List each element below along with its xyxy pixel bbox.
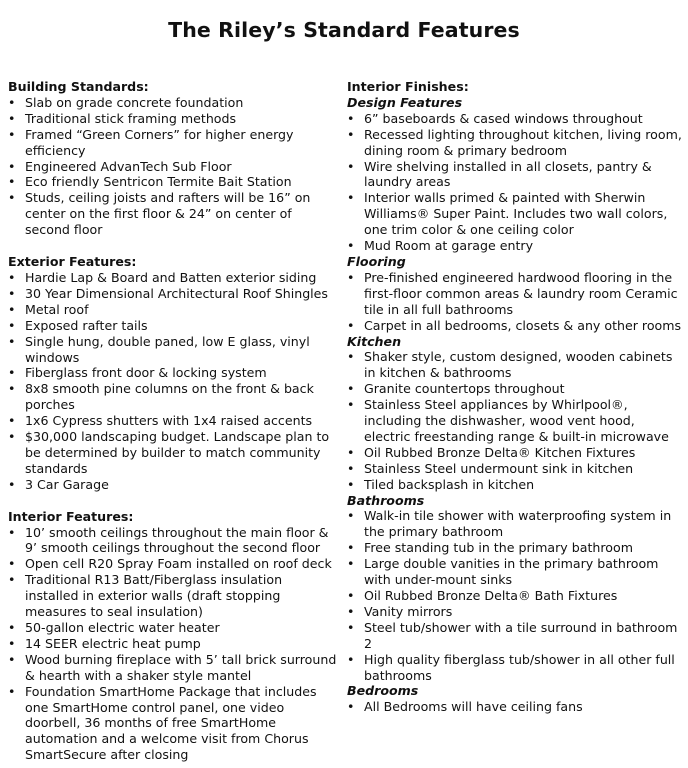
list-item: • Pre-finished engineered hardwood flooring in the first-floor common areas & laundry room Ceramic tile in all full bathrooms <box>347 270 683 318</box>
interior-features-list <box>8 525 338 764</box>
list-item: • Interior walls primed & painted with Sherwin Williams® Super Paint. Includes two wall colors, one trim color & one ceiling color <box>347 190 683 238</box>
list-item: • High quality fiberglass tub/shower in all other full bathrooms <box>347 652 683 684</box>
list-item: • Traditional stick framing methods <box>8 111 338 127</box>
list-item: • Single hung, double paned, low E glass, vinyl windows <box>8 334 338 366</box>
building-standards-heading: Building Standards: <box>8 79 149 94</box>
section-gap <box>8 493 338 509</box>
list-item: • Engineered AdvanTech Sub Floor <box>8 159 338 175</box>
list-item: • Studs, ceiling joists and rafters will be 16” on center on the first floor & 24” on center of second floor <box>8 190 338 238</box>
list-item: • 1x6 Cypress shutters with 1x4 raised accents <box>8 413 338 429</box>
bathrooms-subheading: Bathrooms <box>347 492 425 508</box>
list-item: • 10’ smooth ceilings throughout the main floor & 9’ smooth ceilings throughout the second floor <box>8 525 338 557</box>
bathrooms-list <box>347 508 683 683</box>
list-item: • Oil Rubbed Bronze Delta® Bath Fixtures <box>347 588 683 604</box>
list-item: • Hardie Lap & Board and Batten exterior siding <box>8 270 338 286</box>
design-features-list <box>347 111 683 254</box>
list-item: • Mud Room at garage entry <box>347 238 683 254</box>
section-gap <box>8 238 338 254</box>
list-item: • 50-gallon electric water heater <box>8 620 338 636</box>
list-item: • 3 Car Garage <box>8 477 338 493</box>
kitchen-subheading: Kitchen <box>347 333 402 349</box>
bedrooms-list <box>347 699 683 715</box>
list-item: • Recessed lighting throughout kitchen, living room, dining room & primary bedroom <box>347 127 683 159</box>
list-item: • Large double vanities in the primary bathroom with under-mount sinks <box>347 556 683 588</box>
interior-features-heading: Interior Features: <box>8 508 134 524</box>
list-item: • Eco friendly Sentricon Termite Bait Station <box>8 174 338 190</box>
list-item: • Tiled backsplash in kitchen <box>347 477 683 493</box>
list-item: • Foundation SmartHome Package that includes one SmartHome control panel, one video doorbell, 36 months of free SmartHome automation and a welcome visit from Chorus SmartSecure after closing <box>8 684 338 764</box>
right-column <box>347 79 683 715</box>
list-item: • Wood burning fireplace with 5’ tall brick surround & hearth with a shaker style mantel <box>8 652 338 684</box>
list-item: • Wire shelving installed in all closets, pantry & laundry areas <box>347 159 683 191</box>
flooring-subheading: Flooring <box>347 253 406 269</box>
list-item: • Framed “Green Corners” for higher energy efficiency <box>8 127 338 159</box>
list-item: • Steel tub/shower with a tile surround in bathroom 2 <box>347 620 683 652</box>
design-features-subheading: Design Features <box>347 94 463 110</box>
exterior-features-heading: Exterior Features: <box>8 254 137 270</box>
list-item: • 8x8 smooth pine columns on the front & back porches <box>8 381 338 413</box>
list-item: • 6” baseboards & cased windows throughout <box>347 111 683 127</box>
flooring-list <box>347 270 683 334</box>
left-column <box>8 79 338 763</box>
list-item: • Carpet in all bedrooms, closets & any other rooms <box>347 318 683 334</box>
list-item: • 30 Year Dimensional Architectural Roof Shingles <box>8 286 338 302</box>
exterior-features-list <box>8 270 338 493</box>
bedrooms-subheading: Bedrooms <box>347 683 419 699</box>
list-item: • Granite countertops throughout <box>347 381 683 397</box>
list-item: • Slab on grade concrete foundation <box>8 95 338 111</box>
list-item: • Vanity mirrors <box>347 604 683 620</box>
list-item: • Oil Rubbed Bronze Delta® Kitchen Fixtures <box>347 445 683 461</box>
list-item: • $30,000 landscaping budget. Landscape plan to be determined by builder to match community standards <box>8 429 338 477</box>
list-item: • Open cell R20 Spray Foam installed on roof deck <box>8 556 338 572</box>
building-standards-list <box>8 95 338 238</box>
list-item: • Walk-in tile shower with waterproofing system in the primary bathroom <box>347 508 683 540</box>
list-item: • Exposed rafter tails <box>8 318 338 334</box>
list-item: • Stainless Steel appliances by Whirlpool®, including the dishwasher, wood vent hood, electric freestanding range & built-in microwave <box>347 397 683 445</box>
list-item: • Metal roof <box>8 302 338 318</box>
page-title: The Riley’s Standard Features <box>168 18 520 42</box>
list-item: • Stainless Steel undermount sink in kitchen <box>347 461 683 477</box>
list-item: • Free standing tub in the primary bathroom <box>347 540 683 556</box>
list-item: • Traditional R13 Batt/Fiberglass insulation installed in exterior walls (draft stopping measures to seal insulation) <box>8 572 338 620</box>
list-item: • Shaker style, custom designed, wooden cabinets in kitchen & bathrooms <box>347 349 683 381</box>
kitchen-list <box>347 349 683 492</box>
interior-finishes-heading: Interior Finishes: <box>347 79 469 94</box>
list-item: • Fiberglass front door & locking system <box>8 365 338 381</box>
list-item: • 14 SEER electric heat pump <box>8 636 338 652</box>
list-item: • All Bedrooms will have ceiling fans <box>347 699 683 715</box>
